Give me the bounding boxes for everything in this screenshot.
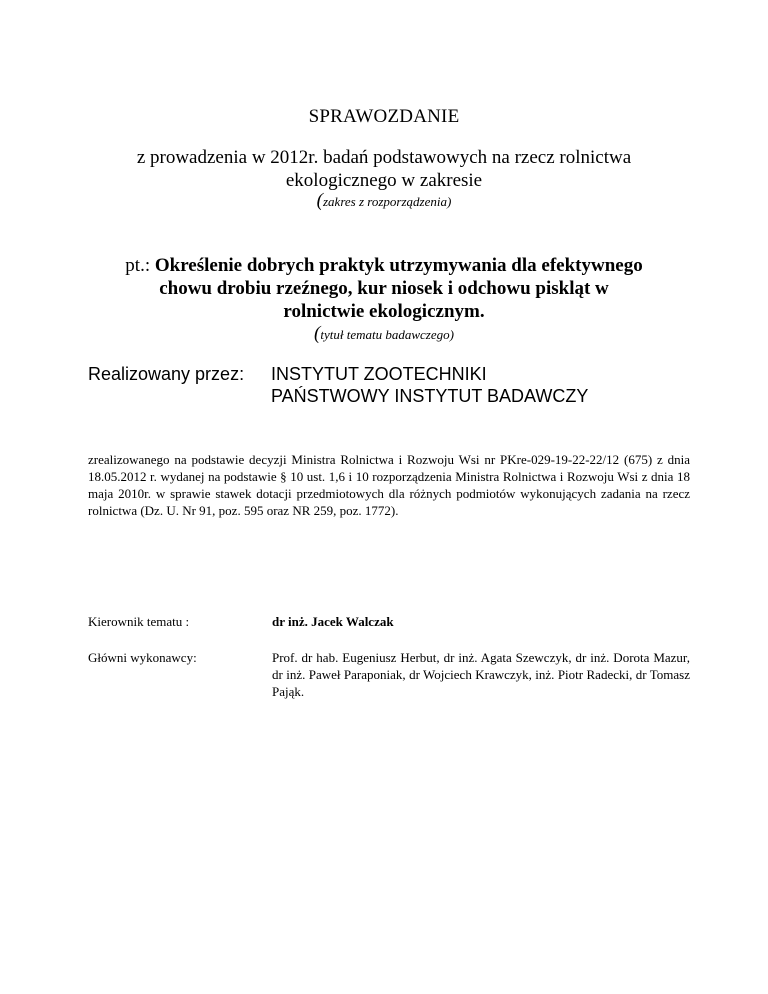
scope-hint-paren: ( xyxy=(316,190,323,211)
document-title: SPRAWOZDANIE xyxy=(308,106,460,127)
scope-hint-text: zakres z rozporządzenia) xyxy=(323,194,452,209)
manager-value: dr inż. Jacek Walczak xyxy=(272,614,394,629)
topic-title: Określenie dobrych praktyk utrzymywania dla efektywnego chowu drobiu rzeźnego, kur niosek i odchowu piskląt w rolnictwie ekologicznym. xyxy=(154,255,643,322)
institute-line-2: PAŃSTWOWY INSTYTUT BADAWCZY xyxy=(271,386,589,406)
institute-line-1: INSTYTUT ZOOTECHNIKI xyxy=(271,364,487,384)
scope-hint xyxy=(0,190,768,213)
topic-hint xyxy=(0,323,768,346)
executors-value: Prof. dr hab. Eugeniusz Herbut, dr inż. Agata Szewczyk, dr inż. Dorota Mazur, dr inż. Paweł Paraponiak, dr Wojciech Krawczyk, inż. Piotr Radecki, dr Tomasz Pająk. xyxy=(272,650,690,699)
topic-prefix: pt.: xyxy=(125,255,155,276)
manager-label: Kierownik tematu : xyxy=(88,614,190,629)
topic-block xyxy=(120,254,648,323)
decision-paragraph: zrealizowanego na podstawie decyzji Ministra Rolnictwa i Rozwoju Wsi nr PKre-029-19-22-22/12 (675) z dnia 18.05.2012 r. wydanej na podstawie § 10 ust. 1,6 i 10 rozporządzenia Ministra Rolnictwa i Rozwoju Wsi z dnia 18 maja 2010r. w sprawie stawek dotacji przedmiotowych dla różnych podmiotów wykonujących zadania na rzecz rolnictwa (Dz. U. Nr 91, poz. 595 oraz NR 259, poz. 1772). xyxy=(88,452,690,518)
topic-hint-paren: ( xyxy=(314,323,321,344)
topic-hint-text: tytuł tematu badawczego) xyxy=(320,327,454,342)
institute-name xyxy=(271,363,588,407)
realized-by-label: Realizowany przez: xyxy=(88,364,245,384)
report-subtitle: z prowadzenia w 2012r. badań podstawowych na rzecz rolnictwa ekologicznego w zakresie xyxy=(136,147,632,191)
executors-label: Główni wykonawcy: xyxy=(88,650,197,665)
